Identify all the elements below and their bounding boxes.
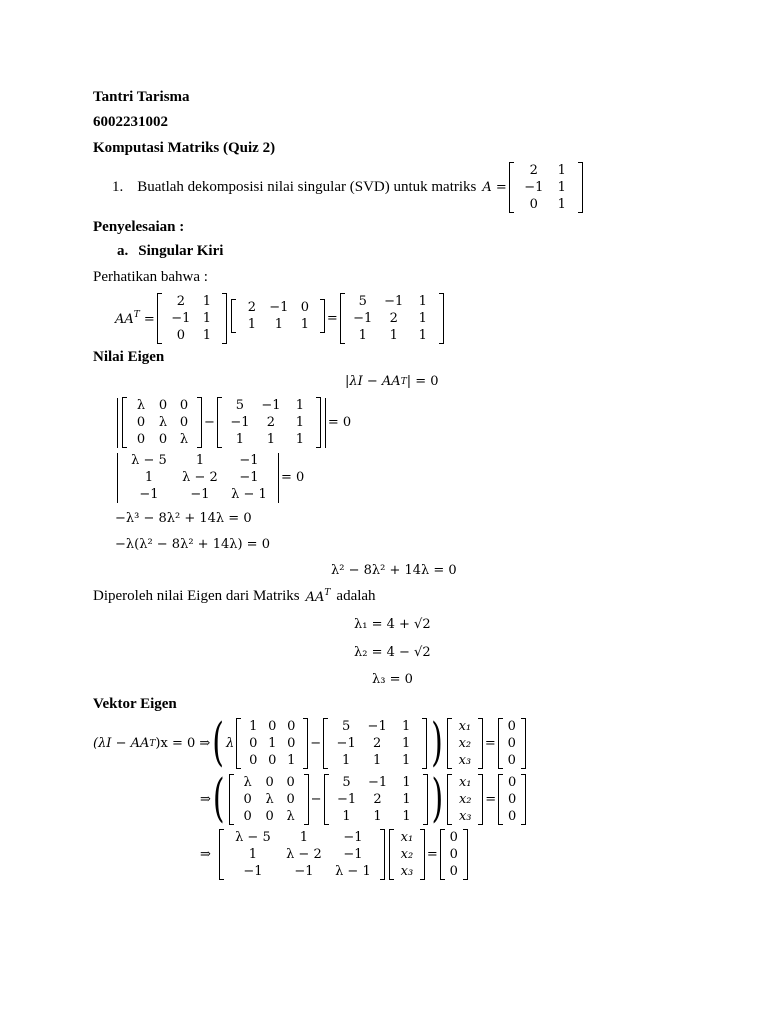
eigen-vector-eq-1: (λI − AA T )x = 0 ⇒ ( λ 1 0 0 0 1 0 0 0 1 − 5 −1 1 −1 2 1 1 1 1 ) x₁ x₂ x₃ = 0 0 0	[93, 718, 528, 769]
determinant-expression: λ 0 0 0 λ 0 0 0 λ − 5 −1 1 −1 2 1 1 1 1 = 0	[115, 397, 351, 448]
matrix-aat-4: 5 −1 1 −1 2 1 1 1 1	[324, 774, 428, 825]
lambda-1: λ₁ = 4 + √2	[354, 617, 431, 632]
aat-equation: $AA^T$ = 2 1 −1 1 0 1 2 −1 0 1 1 1 = 5 −1 1 −1 2 1 1 1 1	[115, 293, 446, 344]
sub-a-heading: a. Singular Kiri	[117, 243, 224, 259]
x-vector-3: x₁ x₂ x₃	[389, 829, 425, 880]
zero-vector: 0 0 0	[498, 718, 526, 769]
eigen-vector-eq-3: ⇒ λ − 5 1 −1 1 λ − 2 −1 −1 −1 λ − 1 x₁ x₂ x₃ = 0 0 0	[200, 829, 470, 880]
matrix-aat: 5 −1 1 −1 2 1 1 1 1	[340, 293, 444, 344]
x-vector: x₁ x₂ x₃	[447, 718, 483, 769]
characteristic-equation: |λI − AA T | = 0	[345, 374, 439, 389]
zero-vector-3: 0 0 0	[440, 829, 468, 880]
zero-vector-2: 0 0 0	[498, 774, 526, 825]
matrix-lambda-minus: λ − 5 1 −1 1 λ − 2 −1 −1 −1 λ − 1	[219, 829, 385, 880]
eigen-value-heading: Nilai Eigen	[93, 349, 165, 365]
polynomial-3: λ² − 8λ² + 14λ = 0	[331, 563, 457, 578]
polynomial-1: −λ³ − 8λ² + 14λ = 0	[115, 511, 252, 526]
question-number: 1.	[112, 179, 124, 195]
author-name: Tantri Tarisma	[93, 89, 190, 105]
matrix-a: 2 1 −1 1 0 1	[509, 162, 583, 213]
matrix-a-2: 2 1 −1 1 0 1	[157, 293, 227, 344]
question-1	[112, 162, 585, 213]
solution-heading: Penyelesaian :	[93, 219, 185, 235]
course-title: Komputasi Matriks (Quiz 2)	[93, 140, 276, 156]
matrix-aat-2: 5 −1 1 −1 2 1 1 1 1	[217, 397, 321, 448]
notice-text: Perhatikan bahwa :	[93, 269, 208, 285]
matrix-lambda-i-2: λ 0 0 0 λ 0 0 0 λ	[229, 774, 309, 825]
matrix-a-label: A =	[482, 180, 507, 195]
matrix-lambda-i: λ 0 0 0 λ 0 0 0 λ	[122, 397, 202, 448]
eigen-vector-heading: Vektor Eigen	[93, 696, 177, 712]
lambda-3: λ₃ = 0	[372, 672, 413, 687]
eigen-result-text: Diperoleh nilai Eigen dari Matriks $AA^T$ adalah	[93, 588, 376, 605]
lambda-2: λ₂ = 4 − √2	[354, 645, 431, 660]
matrix-aat-3: 5 −1 1 −1 2 1 1 1 1	[323, 718, 427, 769]
x-vector-2: x₁ x₂ x₃	[447, 774, 483, 825]
question-text: Buatlah dekomposisi nilai singular (SVD) untuk matriks	[137, 179, 477, 195]
polynomial-2: −λ(λ² − 8λ² + 14λ) = 0	[115, 537, 270, 552]
eigen-vector-eq-2: ⇒ ( λ 0 0 0 λ 0 0 0 λ − 5 −1 1 −1 2 1 1 1 1 ) x₁ x₂ x₃ = 0 0 0	[200, 774, 528, 825]
matrix-a-transpose: 2 −1 0 1 1 1	[231, 299, 325, 333]
student-id: 6002231002	[93, 114, 168, 130]
determinant-simplified: λ − 5 1 −1 1 λ − 2 −1 −1 −1 λ − 1 = 0	[115, 452, 304, 503]
identity-matrix: 1 0 0 0 1 0 0 0 1	[236, 718, 308, 769]
